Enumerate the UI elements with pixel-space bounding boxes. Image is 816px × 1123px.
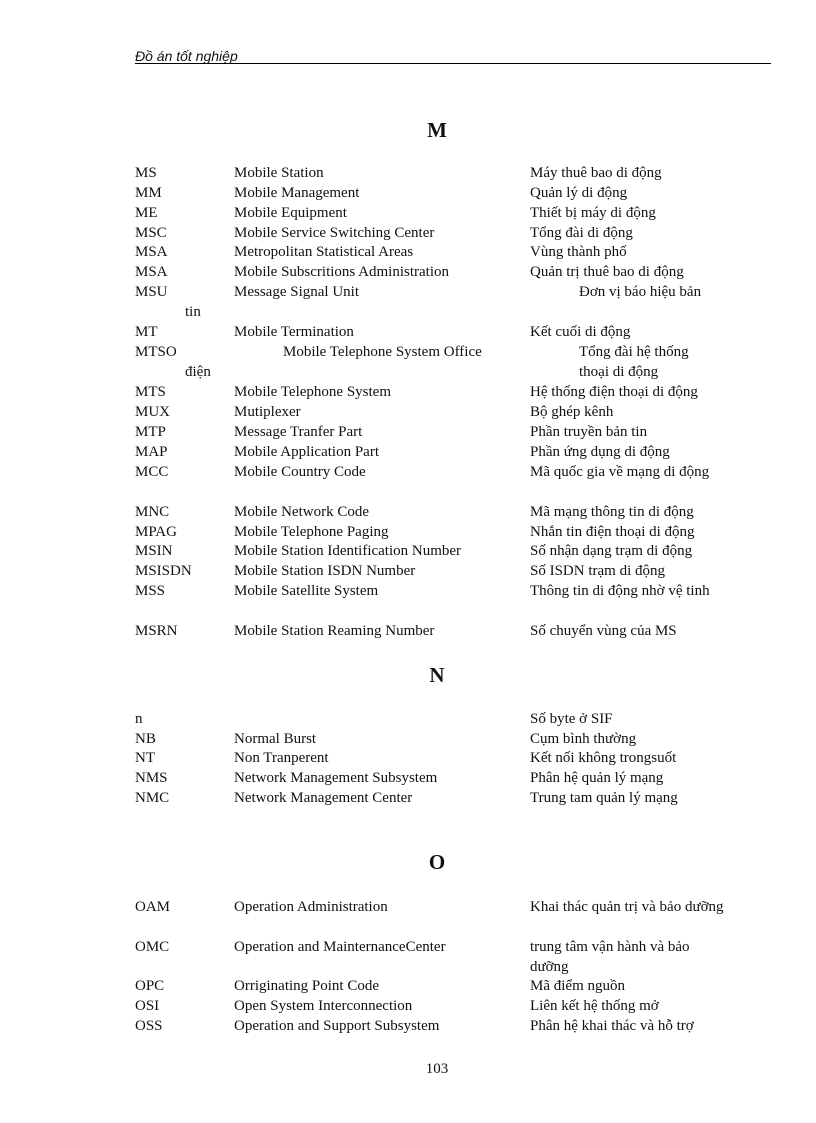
term-continuation: điện xyxy=(185,364,211,380)
abbreviation: NMC xyxy=(135,790,170,806)
abbreviation: MSISDN xyxy=(135,563,192,579)
term: Mobile Equipment xyxy=(234,205,347,221)
meaning: Hệ thống điện thoại di động xyxy=(530,384,698,400)
abbreviation: MCC xyxy=(135,464,169,480)
abbreviation: MSIN xyxy=(135,543,173,559)
section-letter-o: O xyxy=(428,850,446,874)
term: Message Signal Unit xyxy=(234,284,359,300)
abbreviation: MPAG xyxy=(135,524,177,540)
abbreviation: MSRN xyxy=(135,623,178,639)
term: Operation and Support Subsystem xyxy=(234,1018,440,1034)
meaning: Quản lý di động xyxy=(530,185,628,201)
meaning: Phần ứng dụng di động xyxy=(530,444,670,460)
meaning: Đơn vị báo hiệu bản xyxy=(579,284,702,300)
term: Operation and MainternanceCenter xyxy=(234,939,446,955)
abbreviation: MTP xyxy=(135,424,166,440)
term: Mobile Satellite System xyxy=(234,583,379,599)
meaning: Phân hệ khai thác và hỗ trợ xyxy=(530,1018,694,1034)
term: Mobile Country Code xyxy=(234,464,366,480)
meaning: Số ISDN trạm di động xyxy=(530,563,665,579)
abbreviation: MTS xyxy=(135,384,166,400)
term: Mobile Management xyxy=(234,185,360,201)
term: Open System Interconnection xyxy=(234,998,413,1014)
meaning: Bộ ghép kênh xyxy=(530,404,614,420)
meaning-continuation: tin xyxy=(185,304,201,320)
term: Orriginating Point Code xyxy=(234,978,379,994)
abbreviation: NB xyxy=(135,731,156,747)
term: Message Tranfer Part xyxy=(234,424,363,440)
meaning: Phần truyền bản tin xyxy=(530,424,648,440)
meaning: Vùng thành phố xyxy=(530,244,627,260)
term: Mobile Station xyxy=(234,165,324,181)
term: Mobile Service Switching Center xyxy=(234,225,435,241)
abbreviation: NT xyxy=(135,750,155,766)
term: Non Tranperent xyxy=(234,750,329,766)
term: Mobile Telephone Paging xyxy=(234,524,389,540)
term: Mobile Telephone System xyxy=(234,384,391,400)
meaning: Thông tin di động nhờ vệ tinh xyxy=(530,583,710,599)
abbreviation: ME xyxy=(135,205,158,221)
meaning: Tổng đài di động xyxy=(530,225,633,241)
abbreviation: OAM xyxy=(135,899,171,915)
abbreviation: MUX xyxy=(135,404,171,420)
meaning: Trung tam quản lý mạng xyxy=(530,790,678,806)
abbreviation: OMC xyxy=(135,939,170,955)
term: Normal Burst xyxy=(234,731,317,747)
section-letter-n: N xyxy=(429,663,445,687)
term: Network Management Center xyxy=(234,790,413,806)
section-letter-m: M xyxy=(427,118,447,142)
meaning: Khai thác quản trị và bảo dưỡng xyxy=(530,899,724,915)
term: Mobile Network Code xyxy=(234,504,369,520)
page-number: 103 xyxy=(425,1061,449,1077)
abbreviation: OSI xyxy=(135,998,160,1014)
meaning: Cụm bình thường xyxy=(530,731,637,747)
meaning: Phân hệ quản lý mạng xyxy=(530,770,664,786)
abbreviation: n xyxy=(135,711,143,727)
meaning: Quản trị thuê bao di động xyxy=(530,264,684,280)
abbreviation: MSU xyxy=(135,284,168,300)
abbreviation: MSC xyxy=(135,225,167,241)
abbreviation: MTSO xyxy=(135,344,177,360)
meaning: Liên kết hệ thống mở xyxy=(530,998,659,1014)
meaning: Số chuyển vùng của MS xyxy=(530,623,677,639)
term: Operation Administration xyxy=(234,899,388,915)
meaning: Thiết bị máy di động xyxy=(530,205,656,221)
meaning: trung tâm vận hành và bảo dưỡng xyxy=(530,939,690,975)
abbreviation: OSS xyxy=(135,1018,163,1034)
abbreviation: MM xyxy=(135,185,162,201)
term: Mobile Station Reaming Number xyxy=(234,623,435,639)
abbreviation: MS xyxy=(135,165,157,181)
meaning: Số byte ở SIF xyxy=(530,711,613,727)
meaning: Tổng đài hệ thống xyxy=(579,344,689,360)
abbreviation: OPC xyxy=(135,978,165,994)
abbreviation: MT xyxy=(135,324,158,340)
abbreviation: MAP xyxy=(135,444,168,460)
meaning-continuation: thoại di động xyxy=(579,364,659,380)
header-title: Đồ án tốt nghiệp xyxy=(135,48,238,64)
meaning: Kết nối không trongsuốt xyxy=(530,750,677,766)
abbreviation: NMS xyxy=(135,770,168,786)
term: Mobile Station ISDN Number xyxy=(234,563,416,579)
term: Mobile Station Identification Number xyxy=(234,543,462,559)
abbreviation: MSA xyxy=(135,264,168,280)
meaning: Mã mạng thông tin di động xyxy=(530,504,694,520)
term: Network Management Subsystem xyxy=(234,770,438,786)
term: Metropolitan Statistical Areas xyxy=(234,244,414,260)
meaning: Mã quốc gia về mạng di động xyxy=(530,464,710,480)
term: Mobile Subscritions Administration xyxy=(234,264,450,280)
meaning: Nhắn tin điện thoại di động xyxy=(530,524,695,540)
abbreviation: MSA xyxy=(135,244,168,260)
term: Mobile Application Part xyxy=(234,444,379,460)
term: Mobile Telephone System Office xyxy=(283,344,482,360)
abbreviation: MNC xyxy=(135,504,170,520)
term: Mobile Termination xyxy=(234,324,354,340)
meaning: Mã điểm nguồn xyxy=(530,978,625,994)
meaning: Máy thuê bao di động xyxy=(530,165,662,181)
page-header xyxy=(135,49,771,64)
meaning: Kết cuối di động xyxy=(530,324,631,340)
abbreviation: MSS xyxy=(135,583,166,599)
meaning: Số nhận dạng trạm di động xyxy=(530,543,693,559)
term: Mutiplexer xyxy=(234,404,301,420)
